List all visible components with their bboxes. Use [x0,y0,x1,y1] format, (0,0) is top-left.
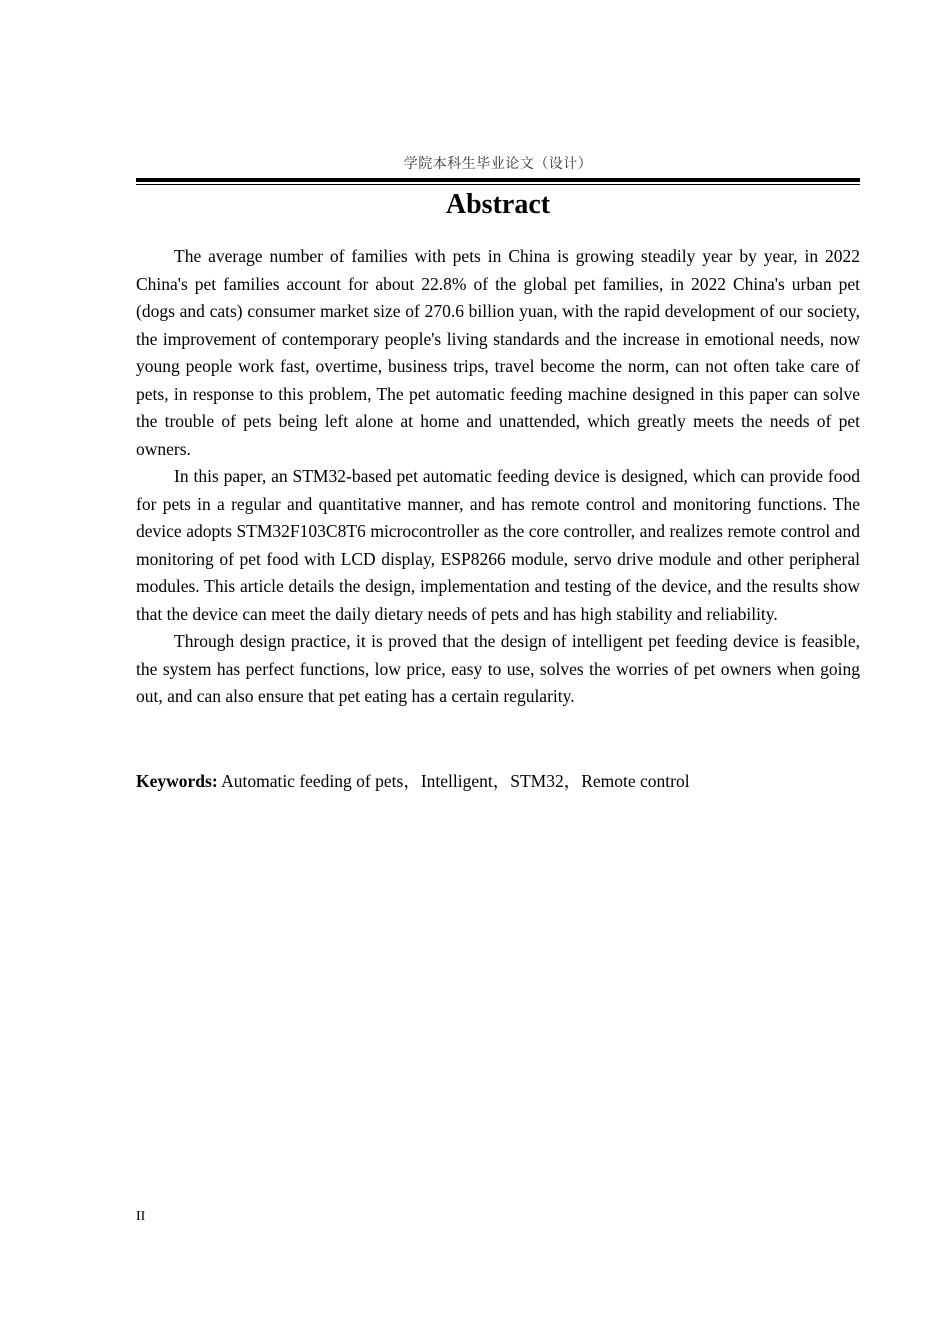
keywords-label: Keywords: [136,771,218,791]
keywords-line [136,768,860,796]
running-header: 学院本科生毕业论文（设计） [403,156,593,172]
page-number: II [136,1209,146,1224]
abstract-paragraph-1: The average number of families with pets in China is growing steadily year by year, in 2022 China's pet families account for about 22.8% of the global pet families, in 2022 China's urban pet (dogs and cats) consumer market size of 270.6 billion yuan, with the rapid development of our society, the improvement of contemporary people's living standards and the increase in emotional needs, now young people work fast, overtime, business trips, travel become the norm, can not often take care of pets, in response to this problem, The pet automatic feeding machine designed in this paper can solve the trouble of pets being left alone at home and unattended, which greatly meets the needs of pet owners. [136,246,860,459]
header-rule-thick [136,178,860,182]
header-rule-thin [136,184,860,185]
abstract-paragraph-3: Through design practice, it is proved that the design of intelligent pet feeding device is feasible, the system has perfect functions, low price, easy to use, solves the worries of pet owners when going out, and can also ensure that pet eating has a certain regularity. [136,631,860,706]
abstract-body [136,243,860,711]
keywords-text: Automatic feeding of pets，Intelligent，STM32，Remote control [221,771,690,791]
abstract-paragraph-2: In this paper, an STM32-based pet automatic feeding device is designed, which can provide food for pets in a regular and quantitative manner, and has remote control and monitoring functions. The device adopts STM32F103C8T6 microcontroller as the core controller, and realizes remote control and monitoring of pet food with LCD display, ESP8266 module, servo drive module and other peripheral modules. This article details the design, implementation and testing of the device, and the results show that the device can meet the daily dietary needs of pets and has high stability and reliability. [136,466,860,624]
page-title: Abstract [445,189,551,220]
